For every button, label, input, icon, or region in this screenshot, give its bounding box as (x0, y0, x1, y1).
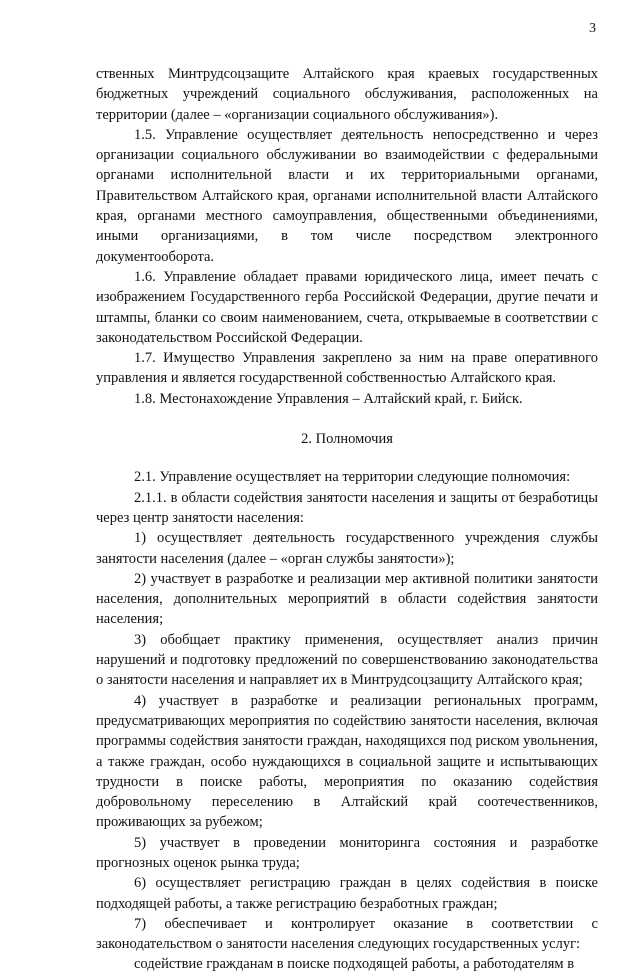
document-body (96, 64, 598, 975)
list-item-3: 3) обобщает практику применения, осуществляет анализ причин нарушений и подготовку предложений по совершенствованию законодательства о занятости населения и направляет их в Минтрудсоцзащиту Алтайского края; (96, 631, 598, 689)
page-number: 3 (589, 21, 596, 36)
paragraph-1-8: 1.8. Местонахождение Управления – Алтайский край, г. Бийск. (134, 390, 523, 407)
paragraph-continuation: ственных Минтрудсоцзащите Алтайского края краевых государственных бюджетных учреждений социального обслуживания, расположенных на территории (далее – «организации социального обслуживания»). (96, 66, 598, 123)
list-item-2: 2) участвует в разработке и реализации мер активной политики занятости населения, дополнительных мероприятий в области содействия занятости населения; (96, 570, 598, 628)
list-item-1: 1) осуществляет деятельность государственного учреждения службы занятости населения (далее – «орган службы занятости»); (96, 530, 598, 567)
paragraph-1-7: 1.7. Имущество Управления закреплено за ним на праве оперативного управления и является государственной собственностью Алтайского края. (96, 350, 598, 387)
list-item-5: 5) участвует в проведении мониторинга состояния и разработке прогнозных оценок рынка труда; (96, 834, 598, 871)
paragraph-1-6: 1.6. Управление обладает правами юридического лица, имеет печать с изображением Государственного герба Российской Федерации, другие печати и штампы, бланки со своим наименованием, счета, открываемые в соответствии с законодательством Российской Федерации. (96, 268, 598, 346)
paragraph-1-5: 1.5. Управление осуществляет деятельность непосредственно и через организации социального обслуживании во взаимодействии с федеральными органами исполнительной власти и их территориальными органами, Правительством Алтайского края, органами исполнительной власти Алтайского края, органами местного самоуправления, общественными объединениями, иными организациями, в том числе посредством электронного документооборота. (96, 126, 598, 265)
list-item-6: 6) осуществляет регистрацию граждан в целях содействия в поиске подходящей работы, а также регистрацию безработных граждан; (96, 875, 598, 912)
list-item-4: 4) участвует в разработке и реализации региональных программ, предусматривающих мероприятия по содействию занятости населения, включая программы содействия занятости граждан, находящихся под риском увольнения, а также граждан, особо нуждающихся в социальной защите и испытывающих трудности в поиске работы, мероприятия по оказанию содействия добровольному переселению в Алтайский край соотечественников, проживающих за рубежом; (96, 692, 598, 831)
section-heading: 2. Полномочия (301, 431, 393, 448)
list-item-7: 7) обеспечивает и контролирует оказание в соответствии с законодательством о занятости населения следующих государственных услуг: (96, 915, 598, 953)
paragraph-2-1-1: 2.1.1. в области содействия занятости населения и защиты от безработицы через центр занятости населения: (96, 489, 598, 526)
paragraph-2-1: 2.1. Управление осуществляет на территории следующие полномочия: (134, 469, 571, 486)
paragraph-services-start: содействие гражданам в поиске подходящей работы, а работодателям в (134, 956, 575, 973)
